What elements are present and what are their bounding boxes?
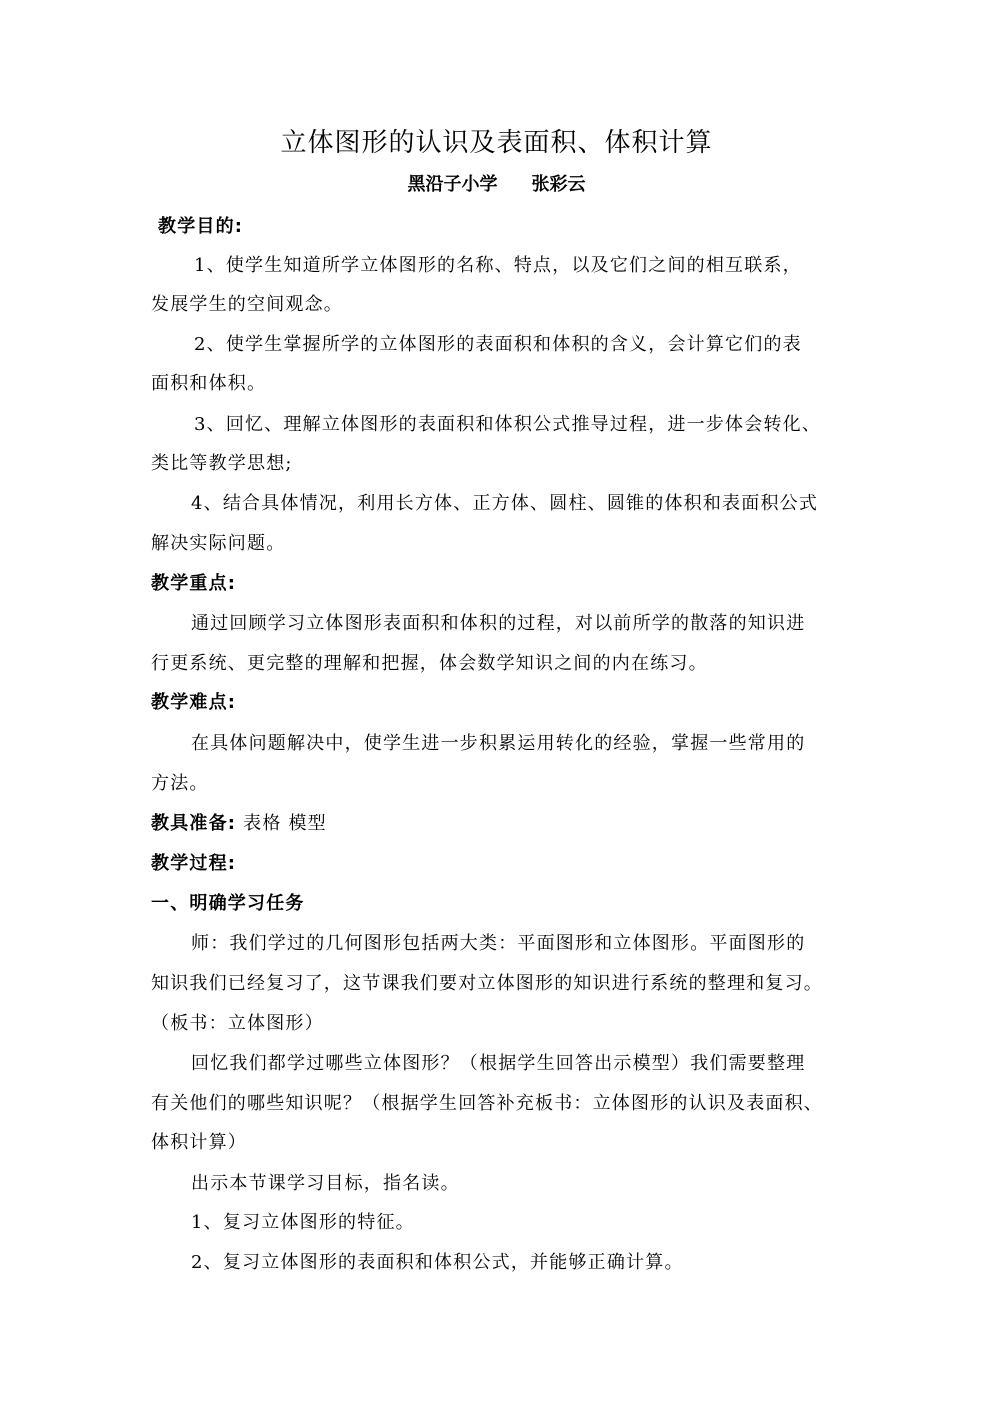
difficulty-line: 在具体问题解决中，使学生进一步积累运用转化的经验，掌握一些常用的 xyxy=(191,733,806,754)
objective-line: 发展学生的空间观念。 xyxy=(151,294,343,315)
objectives-heading: 教学目的: xyxy=(158,216,244,237)
part-one-line: 有关他们的哪些知识呢？（根据学生回答补充板书：立体图形的认识及表面积、 xyxy=(151,1093,823,1114)
author-name: 张彩云 xyxy=(531,174,586,195)
part-one-line: 回忆我们都学过哪些立体图形？（根据学生回答出示模型）我们需要整理 xyxy=(191,1053,806,1074)
tools-text: 表格 模型 xyxy=(243,813,327,834)
objective-line: 4、结合具体情况，利用长方体、正方体、圆柱、圆锥的体积和表面积公式 xyxy=(191,493,819,514)
objective-line: 2、使学生掌握所学的立体图形的表面积和体积的含义，会计算它们的表 xyxy=(194,334,802,355)
difficulties-heading: 教学难点: xyxy=(151,692,237,713)
part-one-line: 知识我们已经复习了，这节课我们要对立体图形的知识进行系统的整理和复习。 xyxy=(151,973,823,994)
school-name: 黑沿子小学 xyxy=(407,174,498,195)
author-line xyxy=(0,172,993,198)
part-one-line: 1、复习立体图形的特征。 xyxy=(191,1212,415,1233)
objective-line: 类比等教学思想; xyxy=(151,453,293,474)
objective-line: 面积和体积。 xyxy=(151,373,267,394)
part-one-line: 2、复习立体图形的表面积和体积公式，并能够正确计算。 xyxy=(191,1252,684,1273)
objective-line: 3、回忆、理解立体图形的表面积和体积公式推导过程，进一步体会转化、 xyxy=(194,414,822,435)
objective-line: 1、使学生知道所学立体图形的名称、特点，以及它们之间的相互联系， xyxy=(194,255,802,276)
part-one-line: （板书：立体图形） xyxy=(151,1013,324,1034)
part-one-line: 出示本节课学习目标，指名读。 xyxy=(191,1173,460,1194)
part-one-line: 师：我们学过的几何图形包括两大类：平面图形和立体图形。平面图形的 xyxy=(191,933,806,954)
part-one-line: 体积计算） xyxy=(151,1132,247,1153)
objective-line: 解决实际问题。 xyxy=(151,533,286,554)
tools-line xyxy=(151,812,327,836)
key-point-line: 通过回顾学习立体图形表面积和体积的过程，对以前所学的散落的知识进 xyxy=(191,613,806,634)
key-point-line: 行更系统、更完整的理解和把握，体会数学知识之间的内在练习。 xyxy=(151,653,708,674)
process-heading: 教学过程: xyxy=(151,853,237,874)
difficulty-line: 方法。 xyxy=(151,773,209,794)
document-title: 立体图形的认识及表面积、体积计算 xyxy=(280,128,713,158)
key-points-heading: 教学重点: xyxy=(151,573,237,594)
tools-heading: 教具准备: xyxy=(151,813,237,834)
part-one-heading: 一、明确学习任务 xyxy=(151,893,305,914)
